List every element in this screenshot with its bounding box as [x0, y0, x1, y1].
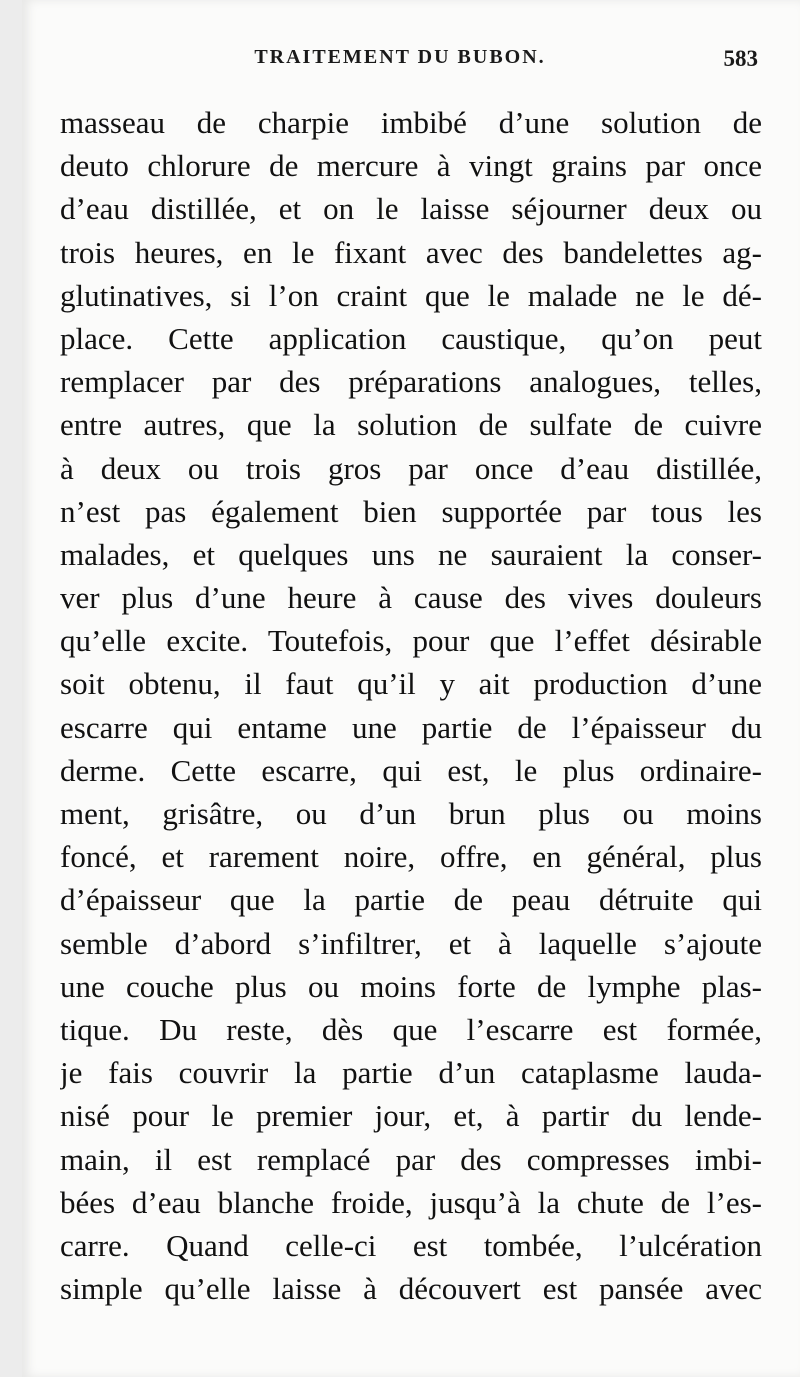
text-line: masseau de charpie imbibé d’une solution de [60, 105, 762, 140]
text-line: malades, et quelques uns ne sauraient la conser- [60, 536, 762, 572]
text-line: n’est pas également bien supportée par tous les [60, 493, 762, 529]
text-line: qu’elle excite. Toutefois, pour que l’effet désirable [60, 623, 762, 659]
text-line: foncé, et rarement noire, offre, en général, plus [60, 839, 762, 875]
text-line: deuto chlorure de mercure à vingt grains par once [60, 148, 762, 184]
text-line: d’épaisseur que la partie de peau détruite qui [60, 882, 762, 918]
text-line: trois heures, en le fixant avec des bandelettes ag- [60, 234, 762, 270]
text-line: entre autres, que la solution de sulfate de cuivre [60, 407, 762, 443]
text-line: à deux ou trois gros par once d’eau distillée, [60, 450, 762, 486]
book-page [22, 0, 800, 1377]
text-line: tique. Du reste, dès que l’escarre est formée, [60, 1011, 762, 1047]
text-line: derme. Cette escarre, qui est, le plus ordinaire- [60, 752, 762, 788]
text-line: place. Cette application caustique, qu’on peut [60, 320, 762, 356]
text-line: je fais couvrir la partie d’un cataplasme lauda- [60, 1055, 762, 1091]
text-line: d’eau distillée, et on le laisse séjourner deux ou [60, 191, 762, 227]
text-line: remplacer par des préparations analogues, telles, [60, 364, 762, 400]
text-line: ver plus d’une heure à cause des vives douleurs [60, 580, 762, 616]
text-line: carre. Quand celle-ci est tombée, l’ulcération [60, 1227, 762, 1263]
text-line: soit obtenu, il faut qu’il y ait production d’une [60, 666, 762, 702]
text-line: une couche plus ou moins forte de lymphe plas- [60, 968, 762, 1004]
text-line: semble d’abord s’infiltrer, et à laquelle s’ajoute [60, 925, 762, 961]
text-line: main, il est remplacé par des compresses imbi- [60, 1141, 762, 1177]
page-header [62, 46, 758, 78]
text-line: escarre qui entame une partie de l’épaisseur du [60, 709, 762, 745]
page-number: 583 [723, 46, 758, 71]
running-title: TRAITEMENT DU BUBON. [254, 46, 546, 68]
text-line: simple qu’elle laisse à découvert est pansée avec [60, 1271, 762, 1307]
text-line: bées d’eau blanche froide, jusqu’à la chute de l’es- [60, 1184, 762, 1220]
text-line: glutinatives, si l’on craint que le malade ne le dé- [60, 277, 762, 313]
text-line: nisé pour le premier jour, et, à partir du lende- [60, 1098, 762, 1134]
text-line: ment, grisâtre, ou d’un brun plus ou moins [60, 796, 762, 831]
body-text [60, 101, 762, 1310]
